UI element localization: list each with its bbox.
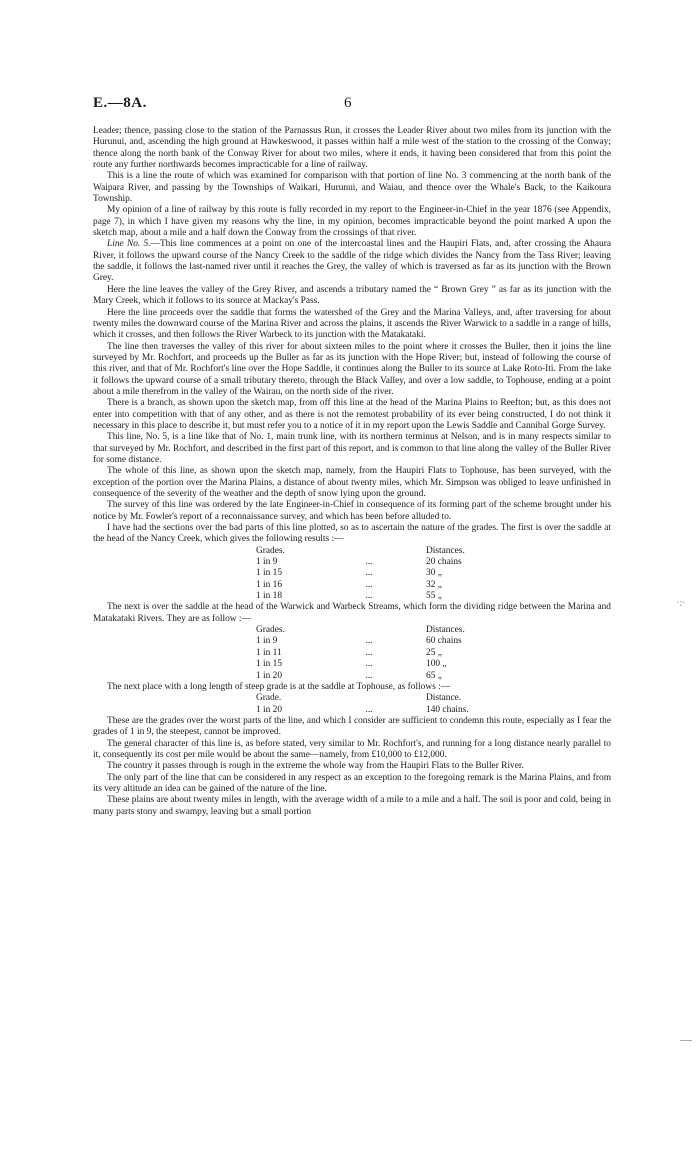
leader-dots: ... xyxy=(365,579,373,590)
paragraph: The only part of the line that can be considered in any respect as an exception to the foregoing remark is the Marina Plains, and from its very altitude an idea can be gained of the nature of the line. xyxy=(93,772,611,794)
distance-cell: 32 „ xyxy=(426,579,442,590)
paragraph: Here the line proceeds over the saddle that forms the watershed of the Grey and the Marina Valleys, and, after traversing for about twenty miles the downward course of the Marina River and across the plains, it ascends the River Warwick to a saddle in a range of hills, which it crosses, and then follows the River Warbeck to its junction with the Matakataki. xyxy=(93,307,611,341)
leader-dots: ... xyxy=(365,636,373,647)
paragraph: These are the grades over the worst parts of the line, and which I consider are sufficient to condemn this route, especially as I fear the grades of 1 in 9, the steepest, cannot be improved. xyxy=(93,715,611,738)
leader-dots: ... xyxy=(365,557,373,568)
grade-cell: 1 in 9 xyxy=(256,636,278,647)
paragraph-text: —This line commences at a point on one of the intercoastal lines and the Haupiri Flats, and, after crossing the Ahaura River, it follows the upward course of the Nancy Creek to the saddle of the ridge which divides the Nancy from the Tass River; leaving the saddle, it follows the last-named river until it reaches the Grey, the valley of which is traversed as far as its junction with the Brown Grey. xyxy=(93,239,611,284)
table-header: Distance. xyxy=(426,693,462,704)
leader-dots: ... xyxy=(365,647,373,658)
grade-cell: 1 in 16 xyxy=(256,579,283,590)
paragraph: The next place with a long length of steep grade is at the saddle at Tophouse, as follows :— xyxy=(107,681,451,692)
grade-cell: 1 in 9 xyxy=(256,557,278,568)
grades-table-tophouse xyxy=(256,693,611,716)
leader-dots: ... xyxy=(365,568,373,579)
page-header xyxy=(93,95,608,115)
leader-dots: ... xyxy=(365,659,373,670)
paragraph-line-no-5 xyxy=(93,239,611,284)
distance-cell: 30 „ xyxy=(426,568,442,579)
paragraph: This line, No. 5, is a line like that of No. 1, main trunk line, with its northern terminus at Nelson, and is in many respects similar to that surveyed by Mr. Rochfort, and described in the first part of this report, and is common to that line along the valley of the Buller River for some distance. xyxy=(93,432,611,465)
leader-dots: ... xyxy=(365,591,373,602)
distance-cell: 25 „ xyxy=(426,647,442,658)
grades-table-warwick-saddle xyxy=(256,625,611,682)
distance-cell: 20 chains xyxy=(426,557,462,568)
grade-cell: 1 in 20 xyxy=(256,670,283,681)
document-reference: E.—8A. xyxy=(93,95,147,111)
page-number: 6 xyxy=(344,95,352,111)
grade-cell: 1 in 11 xyxy=(256,647,282,658)
paragraph: The general character of this line is, as before stated, very similar to Mr. Rochfort's, and running for a long distance nearly parallel to it, consequently its cost per mile would be about the same—namely, from £10,000 to £12,000. xyxy=(93,738,611,760)
distance-cell: 100 „ xyxy=(426,659,447,670)
paragraph: I have had the sections over the bad parts of this line plotted, so as to ascertain the nature of the grades. The first is over the saddle at the head of the Nancy Creek, which gives the following results :— xyxy=(93,523,611,545)
table-header: Distances. xyxy=(426,545,465,556)
grade-cell: 1 in 15 xyxy=(256,659,283,670)
grades-table-nancy-creek xyxy=(256,546,611,603)
grade-cell: 1 in 15 xyxy=(256,568,283,579)
paragraph: The next is over the saddle at the head of the Warwick and Warbeck Streams, which form the dividing ridge between the Marina and Matakataki Rivers. They are as follow :— xyxy=(93,602,611,624)
paragraph: My opinion of a line of railway by this route is fully recorded in my report to the Engineer-in-Chief in the year 1876 (see Appendix, page 7), in which I have given my reasons why the line, in my opinion, becomes impracticable beyond the point marked A upon the sketch map, about a mile and a half down the Conway from the crossings of that river. xyxy=(93,205,611,239)
section-label: Line No. 5. xyxy=(107,239,151,250)
table-header: Grade. xyxy=(256,693,282,704)
paragraph: Here the line leaves the valley of the Grey River, and ascends a tributary named the “ Brown Grey ” as far as its junction with the Mary Creek, which it follows to its source at Mackay's Pass. xyxy=(93,284,611,307)
paragraph: This is a line the route of which was examined for comparison with that portion of line No. 3 commencing at the north bank of the Waipara River, and passing by the Townships of Waikari, Hurunui, and Waiau, and thence over the Whale's Back, to the Kaikoura Township. xyxy=(93,171,611,205)
table-header: Distances. xyxy=(426,625,465,636)
paragraph: Leader; thence, passing close to the station of the Parnassus Run, it crosses the Leader River about two miles from its junction with the Hurunui, and, ascending the high ground at Hawkeswood, it passes within half a mile west of the station to the crossing of the Conway; thence along the north bank of the Conway River for about two miles, where it ends, it having been considered that from this point the route any further northwards becomes impracticable for a line of railway. xyxy=(93,126,611,171)
table-header: Grades. xyxy=(256,625,285,636)
distance-cell: 140 chains. xyxy=(426,704,469,715)
paragraph: The whole of this line, as shown upon the sketch map, namely, from the Haupiri Flats to Tophouse, has been surveyed, with the exception of the portion over the Marina Plains, a distance of about twenty miles, which Mr. Simpson was obliged to leave unfinished in consequence of the severity of the weather and the depth of snow lying upon the ground. xyxy=(93,466,611,499)
margin-mark: ·:· xyxy=(676,598,686,609)
distance-cell: 65 „ xyxy=(426,670,442,681)
paragraph: The line then traverses the valley of this river for about sixteen miles to the point where it crosses the Buller, then it joins the line surveyed by Mr. Rochfort, and proceeds up the Buller as far as its junction with the Hope River; but, instead of following the course of this river, and that of Mr. Rochfort's line over the Hope Saddle, it continues along the Buller to its source at Lake Roto-Iti. From the lake it follows the upward course of a small tributary thereto, through the Black Valley, and over a low saddle, to Tophouse, ending at a point about a mile therefrom in the valley of the Wairau, on the north side of the river. xyxy=(93,341,611,397)
paragraph: The survey of this line was ordered by the late Engineer-in-Chief in consequence of its forming part of the scheme brought under his notice by Mr. Fowler's report of a reconnaissance survey, and which has been before alluded to. xyxy=(93,500,611,522)
distance-cell: 55 „ xyxy=(426,591,442,602)
margin-dash xyxy=(680,1040,692,1041)
paragraph: There is a branch, as shown upon the sketch map, from off this line at the head of the Marina Plains to Reefton; but, as this does not enter into competition with that of any other, and as there is not the remotest probability of its ever being constructed, I do not think it necessary in this place to describe it, but must refer you to a notice of it in my report upon the Lewis Saddle and Cannibal Gorge Survey. xyxy=(93,398,611,431)
leader-dots: ... xyxy=(365,704,373,715)
paragraph: These plains are about twenty miles in length, with the average width of a mile to a mile and a half. The soil is poor and cold, being in many parts stony and swampy, leaving but a small portion xyxy=(93,795,611,817)
body-text xyxy=(93,126,611,818)
table-header: Grades. xyxy=(256,545,285,556)
grade-cell: 1 in 18 xyxy=(256,591,283,602)
distance-cell: 60 chains xyxy=(426,636,462,647)
leader-dots: ... xyxy=(365,670,373,681)
paragraph: The country it passes through is rough in the extreme the whole way from the Haupiri Flats to the Buller River. xyxy=(107,761,524,772)
grade-cell: 1 in 20 xyxy=(256,704,283,715)
